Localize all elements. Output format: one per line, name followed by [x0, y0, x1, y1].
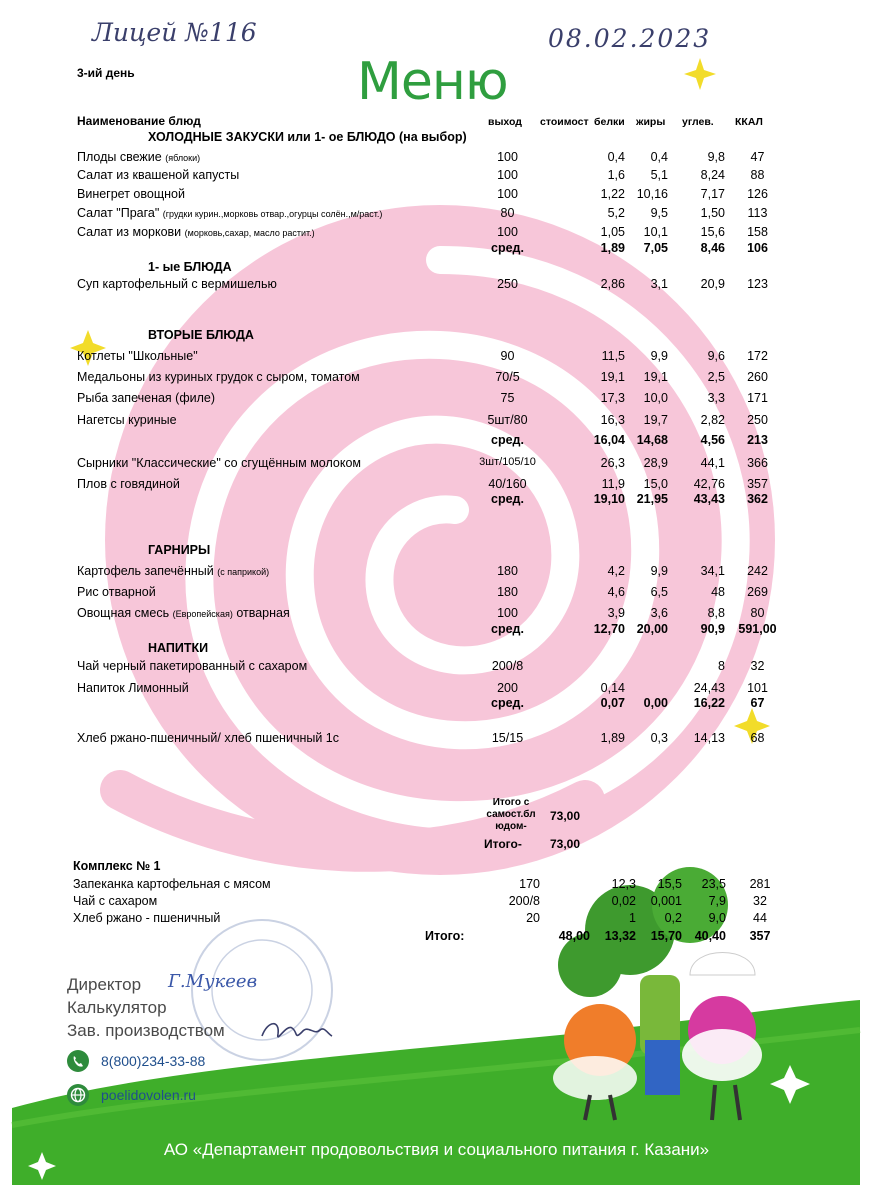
complex-row: [0, 877, 873, 895]
director-label: Директор: [67, 975, 142, 994]
average-label: сред.: [491, 433, 524, 447]
dish-output: 100: [497, 150, 518, 164]
dish-protein: 11,9: [601, 477, 625, 491]
dish-kcal: 357: [747, 477, 768, 491]
dish-protein: 19,1: [600, 370, 625, 384]
dish-output: 80: [500, 206, 515, 220]
section-title-second-courses: ВТОРЫЕ БЛЮДА: [148, 328, 254, 342]
dish-output: 200: [497, 681, 518, 695]
dish-kcal: 123: [747, 277, 768, 291]
dish-kcal: 269: [747, 585, 768, 599]
dish-name: Котлеты "Школьные": [77, 349, 198, 363]
dish-output: 100: [497, 187, 518, 201]
average-kcal: 106: [747, 241, 768, 255]
dish-carbs: 44,1: [700, 456, 725, 470]
dish-name: Чай черный пакетированный с сахаром: [77, 659, 308, 673]
phone-contact: [67, 1049, 205, 1073]
dish-name: Нагетсы куриные: [77, 413, 177, 427]
dish-kcal: 47: [750, 150, 765, 164]
section-title-drinks: НАПИТКИ: [148, 641, 209, 655]
dish-carbs: 2,5: [707, 370, 725, 384]
dish-name: Плов с говядиной: [77, 477, 180, 491]
dish-name: Картофель запечённый (с паприкой): [77, 564, 270, 578]
dish-name: Салат из моркови (морковь,сахар, масло растит.): [77, 225, 315, 239]
complex-dish-output: 200/8: [508, 894, 540, 908]
dish-name: Рыба запеченая (филе): [77, 391, 216, 405]
complex-dish-name: Запеканка картофельная с мясом: [73, 877, 271, 891]
average-protein: 0,07: [600, 696, 625, 710]
average-label: сред.: [491, 241, 524, 255]
dish-kcal: 80: [750, 606, 765, 620]
column-header-kcal: ККАЛ: [735, 116, 763, 128]
average-carbs: 8,46: [700, 241, 725, 255]
dish-kcal: 101: [747, 681, 768, 695]
dish-protein: 3,9: [607, 606, 625, 620]
column-header-output: выход: [488, 116, 522, 128]
production-head-signature: [256, 1014, 336, 1046]
phone-number: 8(800)234-33-88: [101, 1053, 206, 1069]
footer-organization: АО «Департамент продовольствия и социального питания г. Казани»: [163, 1140, 710, 1159]
dish-carbs: 1,50: [700, 206, 725, 220]
handwritten-school-name: Лицей №116: [92, 18, 257, 47]
menu-row: [0, 168, 873, 186]
complex-row: [0, 894, 873, 912]
dish-output: 100: [497, 225, 518, 239]
dish-carbs: 15,6: [700, 225, 725, 239]
dish-name: Напиток Лимонный: [77, 681, 189, 695]
dish-carbs: 48: [711, 585, 725, 599]
menu-row: [0, 585, 873, 603]
dish-protein: 2,86: [600, 277, 625, 291]
average-kcal: 362: [747, 492, 768, 506]
complex-row: [0, 911, 873, 929]
column-header-fat: жиры: [636, 116, 666, 128]
website-link[interactable]: poelidovolen.ru: [101, 1087, 196, 1103]
dish-fat: 28,9: [643, 456, 668, 470]
dish-protein: 26,3: [600, 456, 625, 470]
dish-fat: 9,9: [650, 349, 668, 363]
dish-fat: 0,3: [650, 731, 668, 745]
dish-output: 5шт/80: [487, 413, 528, 427]
complex-dish-name: Хлеб ржано - пшеничный: [73, 911, 221, 925]
dish-carbs: 9,6: [707, 349, 725, 363]
section-title-garnishes: ГАРНИРЫ: [148, 543, 211, 557]
average-label: сред.: [491, 696, 524, 710]
dish-kcal: 171: [747, 391, 768, 405]
average-row: [0, 622, 873, 640]
average-label: сред.: [491, 492, 524, 506]
menu-row: [0, 413, 873, 431]
menu-title: Меню: [357, 52, 508, 112]
dish-protein: 1,6: [607, 168, 625, 182]
dish-name: Салат "Прага" (грудки курин.,морковь отвар.,огурцы солён.,м/раст.): [77, 206, 383, 220]
complex-total-label: Итого:: [425, 929, 465, 943]
globe-icon: [67, 1084, 89, 1106]
menu-row: [0, 150, 873, 168]
dish-kcal: 158: [747, 225, 768, 239]
complex-dish-kcal: 32: [753, 894, 767, 908]
complex-dish-protein: 1: [629, 911, 636, 925]
dish-carbs: 42,76: [693, 477, 725, 491]
dish-name: Хлеб ржано-пшеничный/ хлеб пшеничный 1с: [77, 731, 339, 745]
dish-output: 3шт/105/10: [479, 456, 536, 468]
dish-name: Овощная смесь (Европейская) отварная: [77, 606, 290, 620]
menu-row: [0, 187, 873, 205]
average-fat: 21,95: [636, 492, 668, 506]
website-contact: [67, 1083, 196, 1107]
average-kcal: 213: [747, 433, 768, 447]
dish-fat: 19,1: [643, 370, 668, 384]
dish-output: 75: [500, 391, 515, 405]
menu-row: [0, 564, 873, 582]
dish-protein: 1,89: [600, 731, 625, 745]
dish-fat: 10,1: [643, 225, 668, 239]
dish-carbs: 8,24: [700, 168, 725, 182]
complex-dish-fat: 0,001: [650, 894, 682, 908]
average-kcal: 591,00: [738, 622, 777, 636]
dish-carbs: 9,8: [707, 150, 725, 164]
complex-dish-output: 170: [519, 877, 540, 891]
dish-carbs: 20,9: [700, 277, 725, 291]
dish-carbs: 8,8: [707, 606, 725, 620]
average-carbs: 4,56: [700, 433, 725, 447]
complex-total-row: [0, 929, 873, 947]
dish-name: Сырники "Классические" со сгущённым молоком: [77, 456, 362, 470]
average-row: [0, 433, 873, 451]
pink-spiral-graphic: [105, 205, 775, 875]
dish-output: 200/8: [491, 659, 524, 673]
average-carbs: 43,43: [693, 492, 725, 506]
section-title-cold-appetizers: ХОЛОДНЫЕ ЗАКУСКИ или 1- ое БЛЮДО (на выбор): [148, 130, 467, 144]
complex-dish-kcal: 44: [753, 911, 767, 925]
column-header-name: Наименование блюд: [77, 114, 201, 128]
dish-output: 70/5: [495, 370, 520, 384]
dish-output: 250: [497, 277, 518, 291]
dish-name: Медальоны из куриных грудок с сыром, томатом: [77, 370, 360, 384]
bread-row: [0, 731, 873, 749]
menu-row: [0, 391, 873, 409]
complex-dish-carbs: 23,5: [701, 877, 726, 891]
complex-total-cost: 48,00: [558, 929, 590, 943]
average-fat: 20,00: [636, 622, 668, 636]
dish-fat: 15,0: [643, 477, 668, 491]
complex-dish-kcal: 281: [749, 877, 771, 891]
dish-fat: 9,9: [650, 564, 668, 578]
dish-protein: 5,2: [607, 206, 625, 220]
total-with-own-dish-label: Итого с самост.бл юдом-: [486, 797, 536, 832]
dish-fat: 6,5: [650, 585, 668, 599]
total-value: 73,00: [550, 837, 581, 851]
dish-carbs: 7,17: [700, 187, 725, 201]
handwritten-date: 08.02.2023: [548, 24, 712, 53]
dish-carbs: 3,3: [707, 391, 725, 405]
menu-row: [0, 349, 873, 367]
dish-output: 90: [500, 349, 515, 363]
dish-kcal: 32: [750, 659, 765, 673]
dish-kcal: 172: [747, 349, 768, 363]
complex-dish-fat: 0,2: [664, 911, 682, 925]
dish-fat: 19,7: [643, 413, 668, 427]
dish-protein: 17,3: [600, 391, 625, 405]
average-protein: 1,89: [600, 241, 625, 255]
dish-output: 100: [497, 606, 518, 620]
dish-fat: 3,1: [650, 277, 668, 291]
average-protein: 19,10: [593, 492, 625, 506]
complex-dish-name: Чай с сахаром: [73, 894, 158, 908]
dish-protein: 16,3: [600, 413, 625, 427]
dish-kcal: 126: [747, 187, 768, 201]
column-header-carbs: углев.: [682, 116, 714, 128]
complex-dish-protein: 0,02: [611, 894, 636, 908]
dish-carbs: 34,1: [700, 564, 725, 578]
complex-total-kcal: 357: [749, 929, 771, 943]
production-head-label: Зав. производством: [67, 1021, 225, 1040]
column-header-cost: стоимост: [540, 116, 589, 128]
dish-kcal: 366: [747, 456, 768, 470]
complex-dish-carbs: 7,9: [708, 894, 726, 908]
dish-fat: 10,16: [636, 187, 668, 201]
average-kcal: 67: [750, 696, 765, 710]
menu-row: [0, 370, 873, 388]
dish-carbs: 8: [718, 659, 725, 673]
complex-dish-carbs: 9,0: [708, 911, 726, 925]
dish-kcal: 242: [747, 564, 768, 578]
dish-protein: 0,14: [600, 681, 625, 695]
section-title-first-courses: 1- ые БЛЮДА: [148, 260, 232, 274]
dish-fat: 10,0: [643, 391, 668, 405]
dish-output: 15/15: [491, 731, 524, 745]
dish-name: Салат из квашеной капусты: [77, 168, 240, 182]
director-signature: Г.Мукеев: [168, 971, 258, 992]
dish-carbs: 24,43: [693, 681, 725, 695]
column-header-protein: белки: [594, 116, 625, 128]
complex-title: Комплекс № 1: [73, 859, 161, 873]
dish-kcal: 68: [750, 731, 765, 745]
dish-output: 40/160: [488, 477, 527, 491]
dish-protein: 0,4: [607, 150, 625, 164]
dish-fat: 9,5: [650, 206, 668, 220]
average-fat: 0,00: [643, 696, 668, 710]
dish-fat: 0,4: [650, 150, 668, 164]
dish-name: Плоды свежие (яблоки): [77, 150, 201, 164]
average-fat: 7,05: [643, 241, 668, 255]
menu-row: [0, 659, 873, 677]
dish-protein: 1,22: [600, 187, 625, 201]
average-label: сред.: [491, 622, 524, 636]
dish-carbs: 2,82: [700, 413, 725, 427]
average-row: [0, 696, 873, 714]
average-protein: 12,70: [593, 622, 625, 636]
complex-dish-output: 20: [526, 911, 540, 925]
average-carbs: 90,9: [700, 622, 725, 636]
dish-carbs: 14,13: [693, 731, 725, 745]
dish-protein: 1,05: [600, 225, 625, 239]
average-row: [0, 492, 873, 510]
dish-fat: 5,1: [650, 168, 668, 182]
dish-kcal: 260: [747, 370, 768, 384]
average-carbs: 16,22: [693, 696, 725, 710]
calculator-label: Калькулятор: [67, 998, 167, 1017]
dish-name: Рис отварной: [77, 585, 156, 599]
complex-dish-fat: 15,5: [657, 877, 682, 891]
menu-row: [0, 277, 873, 295]
complex-total-protein: 13,32: [604, 929, 636, 943]
dish-output: 180: [497, 585, 518, 599]
dish-name: Винегрет овощной: [77, 187, 185, 201]
menu-row: [0, 206, 873, 224]
average-row: [0, 241, 873, 259]
dish-protein: 4,6: [607, 585, 625, 599]
complex-total-carbs: 40,40: [694, 929, 726, 943]
complex-dish-protein: 12,3: [611, 877, 636, 891]
total-label: Итого-: [484, 837, 522, 851]
average-protein: 16,04: [593, 433, 625, 447]
dish-output: 180: [497, 564, 518, 578]
dish-fat: 3,6: [650, 606, 668, 620]
day-label: 3-ий день: [77, 66, 135, 80]
dish-output: 100: [497, 168, 518, 182]
menu-row: [0, 456, 873, 474]
dish-kcal: 113: [747, 206, 768, 220]
total-with-own-dish-value: 73,00: [550, 809, 581, 823]
dish-kcal: 250: [747, 413, 768, 427]
dish-protein: 11,5: [601, 349, 625, 363]
complex-total-fat: 15,70: [650, 929, 682, 943]
dish-name: Суп картофельный с вермишелью: [77, 277, 277, 291]
phone-icon: [67, 1050, 89, 1072]
dish-protein: 4,2: [607, 564, 625, 578]
average-fat: 14,68: [636, 433, 668, 447]
dish-kcal: 88: [750, 168, 765, 182]
